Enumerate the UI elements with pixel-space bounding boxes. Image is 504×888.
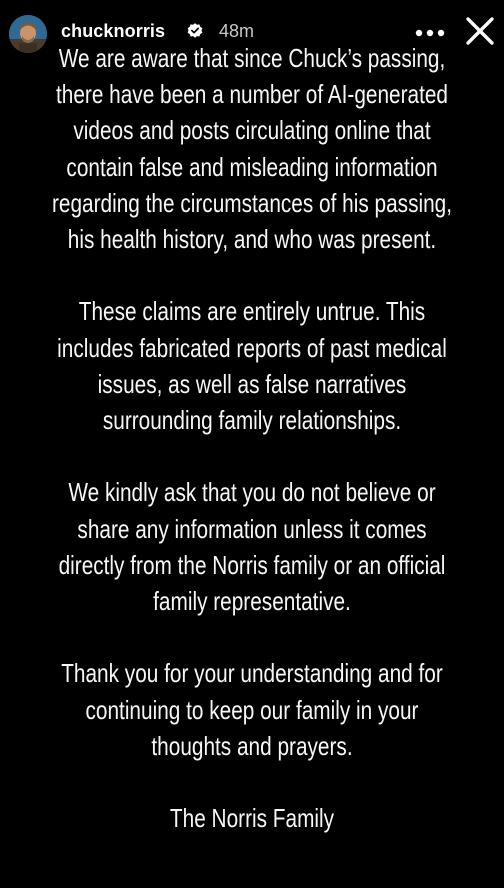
statement-line: thoughts and prayers. <box>151 730 353 761</box>
statement-line: continuing to keep our family in your <box>85 694 419 725</box>
avatar-image <box>9 15 47 53</box>
statement-line: share any information unless it comes <box>77 513 427 544</box>
statement-line: These claims are entirely untrue. This <box>78 296 426 327</box>
statement-paragraph <box>50 655 453 764</box>
family-statement <box>50 40 453 873</box>
story-header <box>0 0 504 66</box>
statement-line: issues, as well as false narratives <box>97 368 407 399</box>
statement-line: surrounding family relationships. <box>102 405 402 436</box>
statement-line: We are aware that since Chuck’s passing, <box>58 43 446 73</box>
signature-line: The Norris Family <box>169 803 335 834</box>
statement-line: regarding the circumstances of his passing, <box>51 187 453 218</box>
statement-line: there have been a number of AI-generated <box>55 79 449 110</box>
statement-line: Thank you for your understanding and for <box>61 658 443 689</box>
statement-line: includes fabricated reports of past medical <box>57 332 447 363</box>
post-timestamp: 48m <box>219 21 255 41</box>
statement-line: family representative. <box>153 586 351 617</box>
statement-line: We kindly ask that you do not believe or <box>68 477 436 508</box>
verified-badge-icon <box>186 22 204 40</box>
statement-paragraph <box>50 474 453 619</box>
statement-line: contain false and misleading information <box>66 151 438 182</box>
username[interactable]: chucknorris <box>61 21 166 41</box>
statement-line: his health history, and who was present. <box>67 224 437 255</box>
statement-paragraph <box>50 293 453 438</box>
statement-signature <box>50 800 453 836</box>
more-options-icon[interactable] <box>415 29 445 37</box>
avatar[interactable] <box>9 15 47 53</box>
statement-line: videos and posts circulating online that <box>73 115 431 146</box>
statement-paragraph <box>50 40 453 257</box>
close-icon[interactable] <box>463 14 497 48</box>
statement-line: directly from the Norris family or an official <box>58 549 446 580</box>
